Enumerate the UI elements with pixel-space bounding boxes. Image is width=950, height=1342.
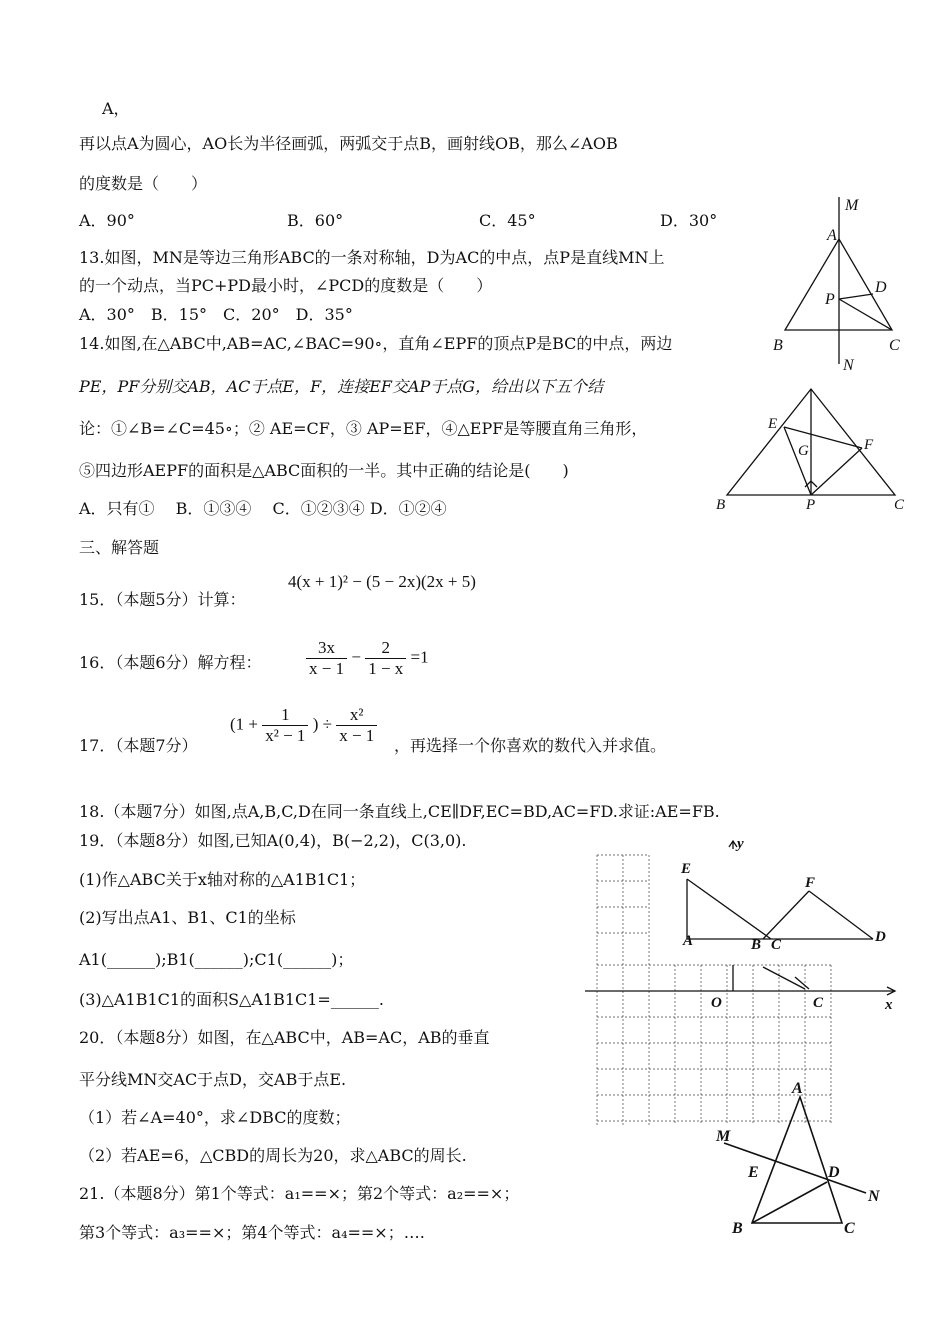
q19-text: 19．（本题8分）如图,已知A(0,4)，B(−2,2)，C(3,0). <box>79 831 467 850</box>
label-d: D <box>875 929 886 945</box>
q16-minus: − <box>351 647 361 667</box>
section-title: 三、解答题 <box>79 538 160 557</box>
label-c: C <box>771 937 782 953</box>
q13-text-1: 13.如图，MN是等边三角形ABC的一条对称轴，D为AC的中点，点P是直线MN上 <box>79 248 665 267</box>
label-d: D <box>875 279 887 296</box>
q20-text-1: 20．（本题8分）如图，在△ABC中，AB=AC，AB的垂直 <box>79 1028 490 1047</box>
label-n: N <box>868 1188 880 1205</box>
figure-q20 <box>714 1075 904 1240</box>
q17-expression <box>230 705 377 746</box>
label-d: D <box>828 1164 840 1181</box>
q12-option-b: B．60° <box>287 211 344 230</box>
label-b: B <box>751 937 762 953</box>
q15-expression: 4(x + 1)² − (5 − 2x)(2x + 5) <box>288 572 476 591</box>
q16-f1-num: 3x <box>306 638 347 659</box>
label-m: M <box>845 197 859 214</box>
q16-equation <box>306 638 429 679</box>
q17-close: ) ÷ <box>312 714 332 734</box>
point-c-label: C <box>813 995 824 1011</box>
label-g: G <box>798 443 809 459</box>
q14-text-4: ⑤四边形AEPF的面积是△ABC面积的一半。其中正确的结论是( ) <box>79 461 569 480</box>
q19-part-1: (1)作△ABC关于x轴对称的△A1B1C1； <box>79 870 366 889</box>
q17-label: 17．（本题7分） <box>79 736 198 755</box>
q14-text-3: 论：①∠B=∠C=45∘；② AE=CF，③ AP=EF，④△EPF是等腰直角三角形， <box>79 419 648 438</box>
label-p: P <box>825 291 835 308</box>
axis-label-y: y <box>737 836 744 852</box>
q17-f2-den: x − 1 <box>339 726 375 745</box>
q18-text: 18.（本题7分）如图,点A,B,C,D在同一条直线上,CE∥DF,EC=BD,AC=FD.求证:AE=FB. <box>79 802 720 821</box>
axis-label-x: x <box>885 997 893 1013</box>
figure-q14 <box>712 385 912 515</box>
label-e: E <box>768 416 778 432</box>
q19-part-3: A1(______);B1(______);C1(______)； <box>79 950 354 969</box>
q21-text-1: 21.（本题8分）第1个等式：a₁==×；第2个等式：a₂==×； <box>79 1184 520 1203</box>
figure-q13 <box>765 192 915 377</box>
label-c: C <box>889 337 900 354</box>
q21-text-2: 第3个等式：a₃==×；第4个等式：a₄==×；…. <box>79 1223 425 1242</box>
q17-fraction-1 <box>262 705 308 746</box>
q19-part-2: (2)写出点A1、B1、C1的坐标 <box>79 908 296 927</box>
q15-label: 15．（本题5分）计算： <box>79 590 246 609</box>
label-c: C <box>844 1220 855 1237</box>
q20-part-1: （1）若∠A=40°，求∠DBC的度数； <box>79 1108 351 1127</box>
label-a: A <box>827 227 837 244</box>
q17-open: (1 + <box>230 714 258 734</box>
label-e: E <box>681 861 692 877</box>
q14-text-1: 14.如图,在△ABC中,AB=AC,∠BAC=90∘，直角∠EPF的顶点P是BC的中点，两边 <box>79 334 673 353</box>
q17-tail: ，再选择一个你喜欢的数代入并求值。 <box>394 736 667 755</box>
q16-fraction-2 <box>365 638 406 679</box>
label-b: B <box>732 1220 743 1237</box>
label-n: N <box>843 357 854 374</box>
q14-options: A．只有① B．①③④ C．①②③④ D．①②④ <box>79 499 447 518</box>
q14-text-2: PE，PF分别交AB，AC于点E，F，连接EF交AP于点G，给出以下五个结 <box>79 377 604 396</box>
label-a: A <box>683 933 694 949</box>
q17-f1-den: x² − 1 <box>265 726 306 745</box>
q13-options: A．30° B．15° C．20° D．35° <box>79 305 353 324</box>
q16-f2-num: 2 <box>365 638 406 659</box>
q12-text-1: 再以点A为圆心，AO长为半径画弧，两弧交于点B，画射线OB，那么∠AOB <box>79 134 618 153</box>
text-line-a: A， <box>102 99 130 118</box>
label-a: A <box>792 1080 803 1097</box>
label-m: M <box>716 1128 731 1145</box>
q19-part-4: (3)△A1B1C1的面积S△A1B1C1=______. <box>79 990 384 1009</box>
q16-f1-den: x − 1 <box>309 659 345 678</box>
origin-label: O <box>711 995 722 1011</box>
q13-text-2: 的一个动点，当PC+PD最小时，∠PCD的度数是（ ） <box>79 276 493 295</box>
q12-option-d: D．30° <box>660 211 718 230</box>
q16-fraction-1 <box>306 638 347 679</box>
label-c: C <box>894 497 905 513</box>
label-e: E <box>748 1164 759 1181</box>
q17-f2-num: x² <box>336 705 377 726</box>
q12-text-2: 的度数是（ ） <box>79 174 208 193</box>
label-b: B <box>773 337 783 354</box>
q16-label: 16．（本题6分）解方程： <box>79 653 262 672</box>
label-f: F <box>805 875 816 891</box>
q12-option-a: A．90° <box>79 211 135 230</box>
q17-fraction-2 <box>336 705 377 746</box>
q20-text-2: 平分线MN交AC于点D，交AB于点E. <box>79 1070 347 1089</box>
label-b: B <box>716 497 726 513</box>
label-p: P <box>806 497 816 513</box>
label-f: F <box>864 437 874 453</box>
q17-f1-num: 1 <box>262 705 308 726</box>
q16-rhs: =1 <box>410 647 429 667</box>
q16-f2-den: 1 − x <box>368 659 404 678</box>
q12-option-c: C．45° <box>479 211 536 230</box>
q20-part-2: （2）若AE=6，△CBD的周长为20，求△ABC的周长. <box>79 1146 467 1165</box>
